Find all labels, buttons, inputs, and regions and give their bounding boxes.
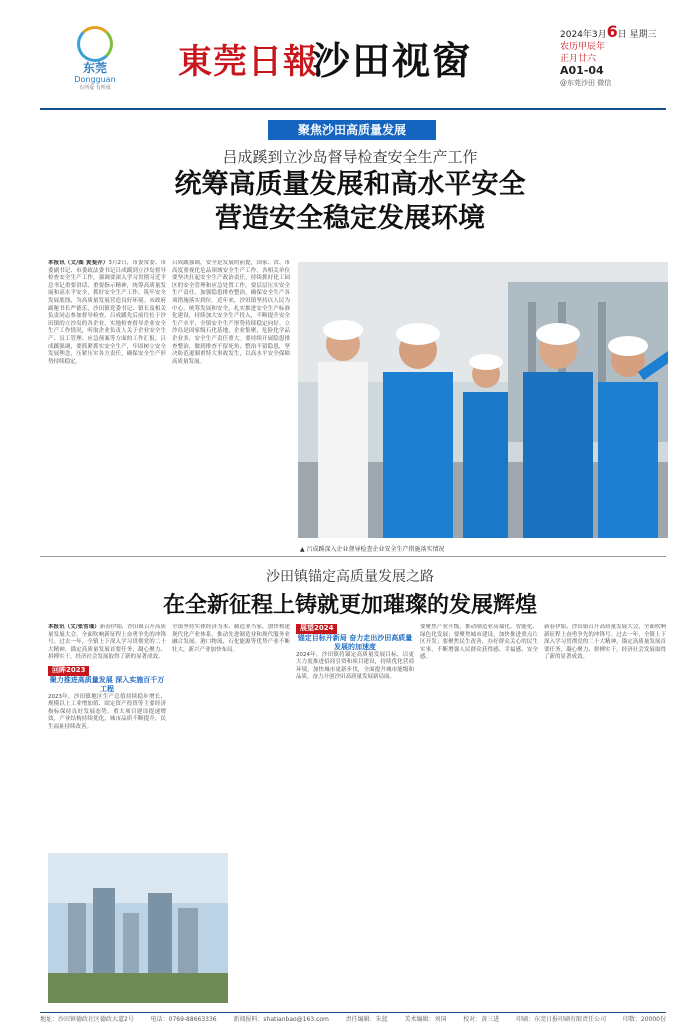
- dongguan-logo: [60, 26, 130, 91]
- review-2023-title: 聚力推进高质量发展 深入实施百千万工程: [49, 675, 165, 693]
- newspaper-name: 東莞日報: [178, 42, 318, 82]
- story2-column-3: 展望2024 锚定目标开新局 奋力走出沙田高质量发展的加速度 2024年，沙田镇将锚定高质量发展目标，以更大力度推进招商引资和项目建设，持续优化营商环境，加快城市更新步伐，全面提升城市能级和品质，奋力开创沙田高质量发展新局面。: [296, 624, 414, 681]
- story1-photo-caption: ▲ 吕成蹊深入企业督导检查企业安全生产措施落实情况: [300, 546, 445, 553]
- footer-editor: 责任编辑：朱蓝: [345, 1016, 388, 1023]
- footer-print: 印刷：东莞日报印刷有限责任公司: [516, 1016, 607, 1023]
- story-kicker: 聚焦沙田高质量发展: [268, 120, 436, 140]
- logo-city-name: 东莞: [82, 61, 107, 75]
- review-2023-tag: 回眸2023: [48, 666, 89, 676]
- story1-headline: 统筹高质量发展和高水平安全 营造安全稳定发展环境: [174, 169, 526, 234]
- section-title: 沙田视窗: [312, 39, 473, 83]
- footer-count: 印数：20000份: [622, 1016, 666, 1023]
- weibo-handle: @东莞沙田 微信: [560, 79, 612, 87]
- logo-slogan: 有所爱 有所成: [79, 85, 111, 91]
- lunar-date: 正月廿六: [560, 54, 597, 64]
- footer-design: 美术编辑：刘国: [404, 1016, 447, 1023]
- story2-column-4: 要聚焦产业升级，推动制造业高端化、智能化、绿色化发展；要聚焦城市建设，加快推进重点片区开发；要聚焦民生改善，办好群众关心的民生实事，不断增强人民群众获得感、幸福感、安全感。: [420, 624, 538, 661]
- story2-headline: 在全新征程上铸就更加璀璨的发展辉煌: [162, 593, 537, 618]
- inspection-photo-illustration: [298, 262, 668, 538]
- story1-column-2: 吕成蹊强调，安全是发展的前提，国家、省、市高度重视化危品领域安全生产工作，各相关单位要坚决扛起安全生产政治责任，持续抓好化工园区的安全管理和应急处置工作。要层层压实安全生产责任，加强隐患排查整治，确保安全生产各项措施落实到位。近年来，沙田镇坚持以人民为中心，统筹发展和安全，扎实推进安全生产标准化建设，持续加大安全生产投入，不断提升安全生产水平，全镇安全生产形势持续稳定向好。立沙岛是国家级石化基地，企业集聚，危险化学品企业多，安全生产责任重大。要持续开展隐患排查整治，做到排查不留死角、整治不留隐患，坚决防范遏制重特大事故发生，以高水平安全保障高质量发展。: [172, 260, 290, 365]
- story2-photo: [48, 853, 228, 1003]
- story1-photo: [298, 262, 668, 538]
- masthead-divider: [40, 108, 666, 110]
- issue-date: 2024年3月6日 星期三: [560, 22, 657, 41]
- outlook-2024-tag: 展望2024: [296, 624, 337, 634]
- outlook-2024-title: 锚定目标开新局 奋力走出沙田高质量发展的加速度: [297, 633, 413, 651]
- footer-proof: 校对：黄三进: [463, 1016, 500, 1023]
- review-2023-box: [48, 666, 166, 694]
- issue-date-box: [560, 22, 670, 89]
- page-number: A01-04: [560, 64, 604, 77]
- page-footer: [40, 1012, 666, 1027]
- section-divider: [40, 556, 666, 557]
- footer-address: 地址：沙田镇德政社区德政大道2号: [40, 1016, 134, 1023]
- logo-english-name: Dongguan: [74, 75, 116, 84]
- footer-phone: 电话：0769-88663336: [150, 1016, 217, 1023]
- footer-email: 新闻报料：shatianbao@163.com: [233, 1016, 329, 1023]
- logo-emblem-icon: [77, 26, 113, 62]
- story2-column-1: 本报讯（文/张雪瑾）新春伊始，沙田镇召开高质量发展大会，全面吹响新征程上奋勇争先的冲锋号。过去一年，全镇上下深入学习贯彻党的二十大精神，锚定高质量发展首要任务，凝心聚力、拼搏实干，经济社会发展取得了新的显著成效。 回眸2023 聚力推进高质量发展 深入实施百千万工程 2023年，沙田镇地区生产总值持续稳步增长，规模以上工业增加值、固定资产投资等主要经济指标保持良好发展态势。重大项目建设提速增效，产业结构持续优化，城市品质不断提升，民生福祉持续改善。: [48, 624, 166, 730]
- story1-subhead: 吕成蹊到立沙岛督导检查安全生产工作: [222, 148, 478, 166]
- story2-subhead: 沙田镇锚定高质量发展之路: [266, 569, 434, 585]
- outlook-2024-box: [296, 624, 414, 652]
- city-skyline-illustration: [48, 853, 228, 1003]
- lunar-year: 农历甲辰年: [560, 42, 606, 52]
- story2-column-2: 全镇坚持实体经济为本、制造业当家，加快构建现代化产业体系，推动先进制造业和现代服务业融合发展。港口物流、石化能源等优势产业不断壮大，新兴产业加快布局。: [172, 624, 290, 653]
- story1-column-1: 本报讯（文/图 黄斐乔）3月2日，市委常委、市委副书记、市委政法委书记吕成蹊到立沙岛督导检查安全生产工作，强调要深入学习贯彻习近平总书记重要讲话、重要指示精神，统筹高质量发展和高水平安全，抓好安全生产工作，筑牢安全发展底线，为高质量发展营造良好环境。市政府副秘书长严德乐，沙田镇党委书记、镇长及相关负责同志参加督导检查。吕成蹊先后前往位于沙田镇的立沙岛的各企业，实地检查督导企业安全生产工作情况，听取企业负责人关于企业安全生产、员工管理、应急预案等方面的工作汇报。吕成蹊强调，要抓紧抓实安全生产，牢固树立安全发展理念，压紧压实各方责任，确保安全生产形势持续稳定。: [48, 260, 166, 365]
- story2-column-5: 新春伊始，沙田镇召开高质量发展大会，全面吹响新征程上奋勇争先的冲锋号。过去一年，全镇上下深入学习贯彻党的二十大精神，锚定高质量发展首要任务，凝心聚力、拼搏实干，经济社会发展取得了新的显著成效。: [544, 624, 666, 661]
